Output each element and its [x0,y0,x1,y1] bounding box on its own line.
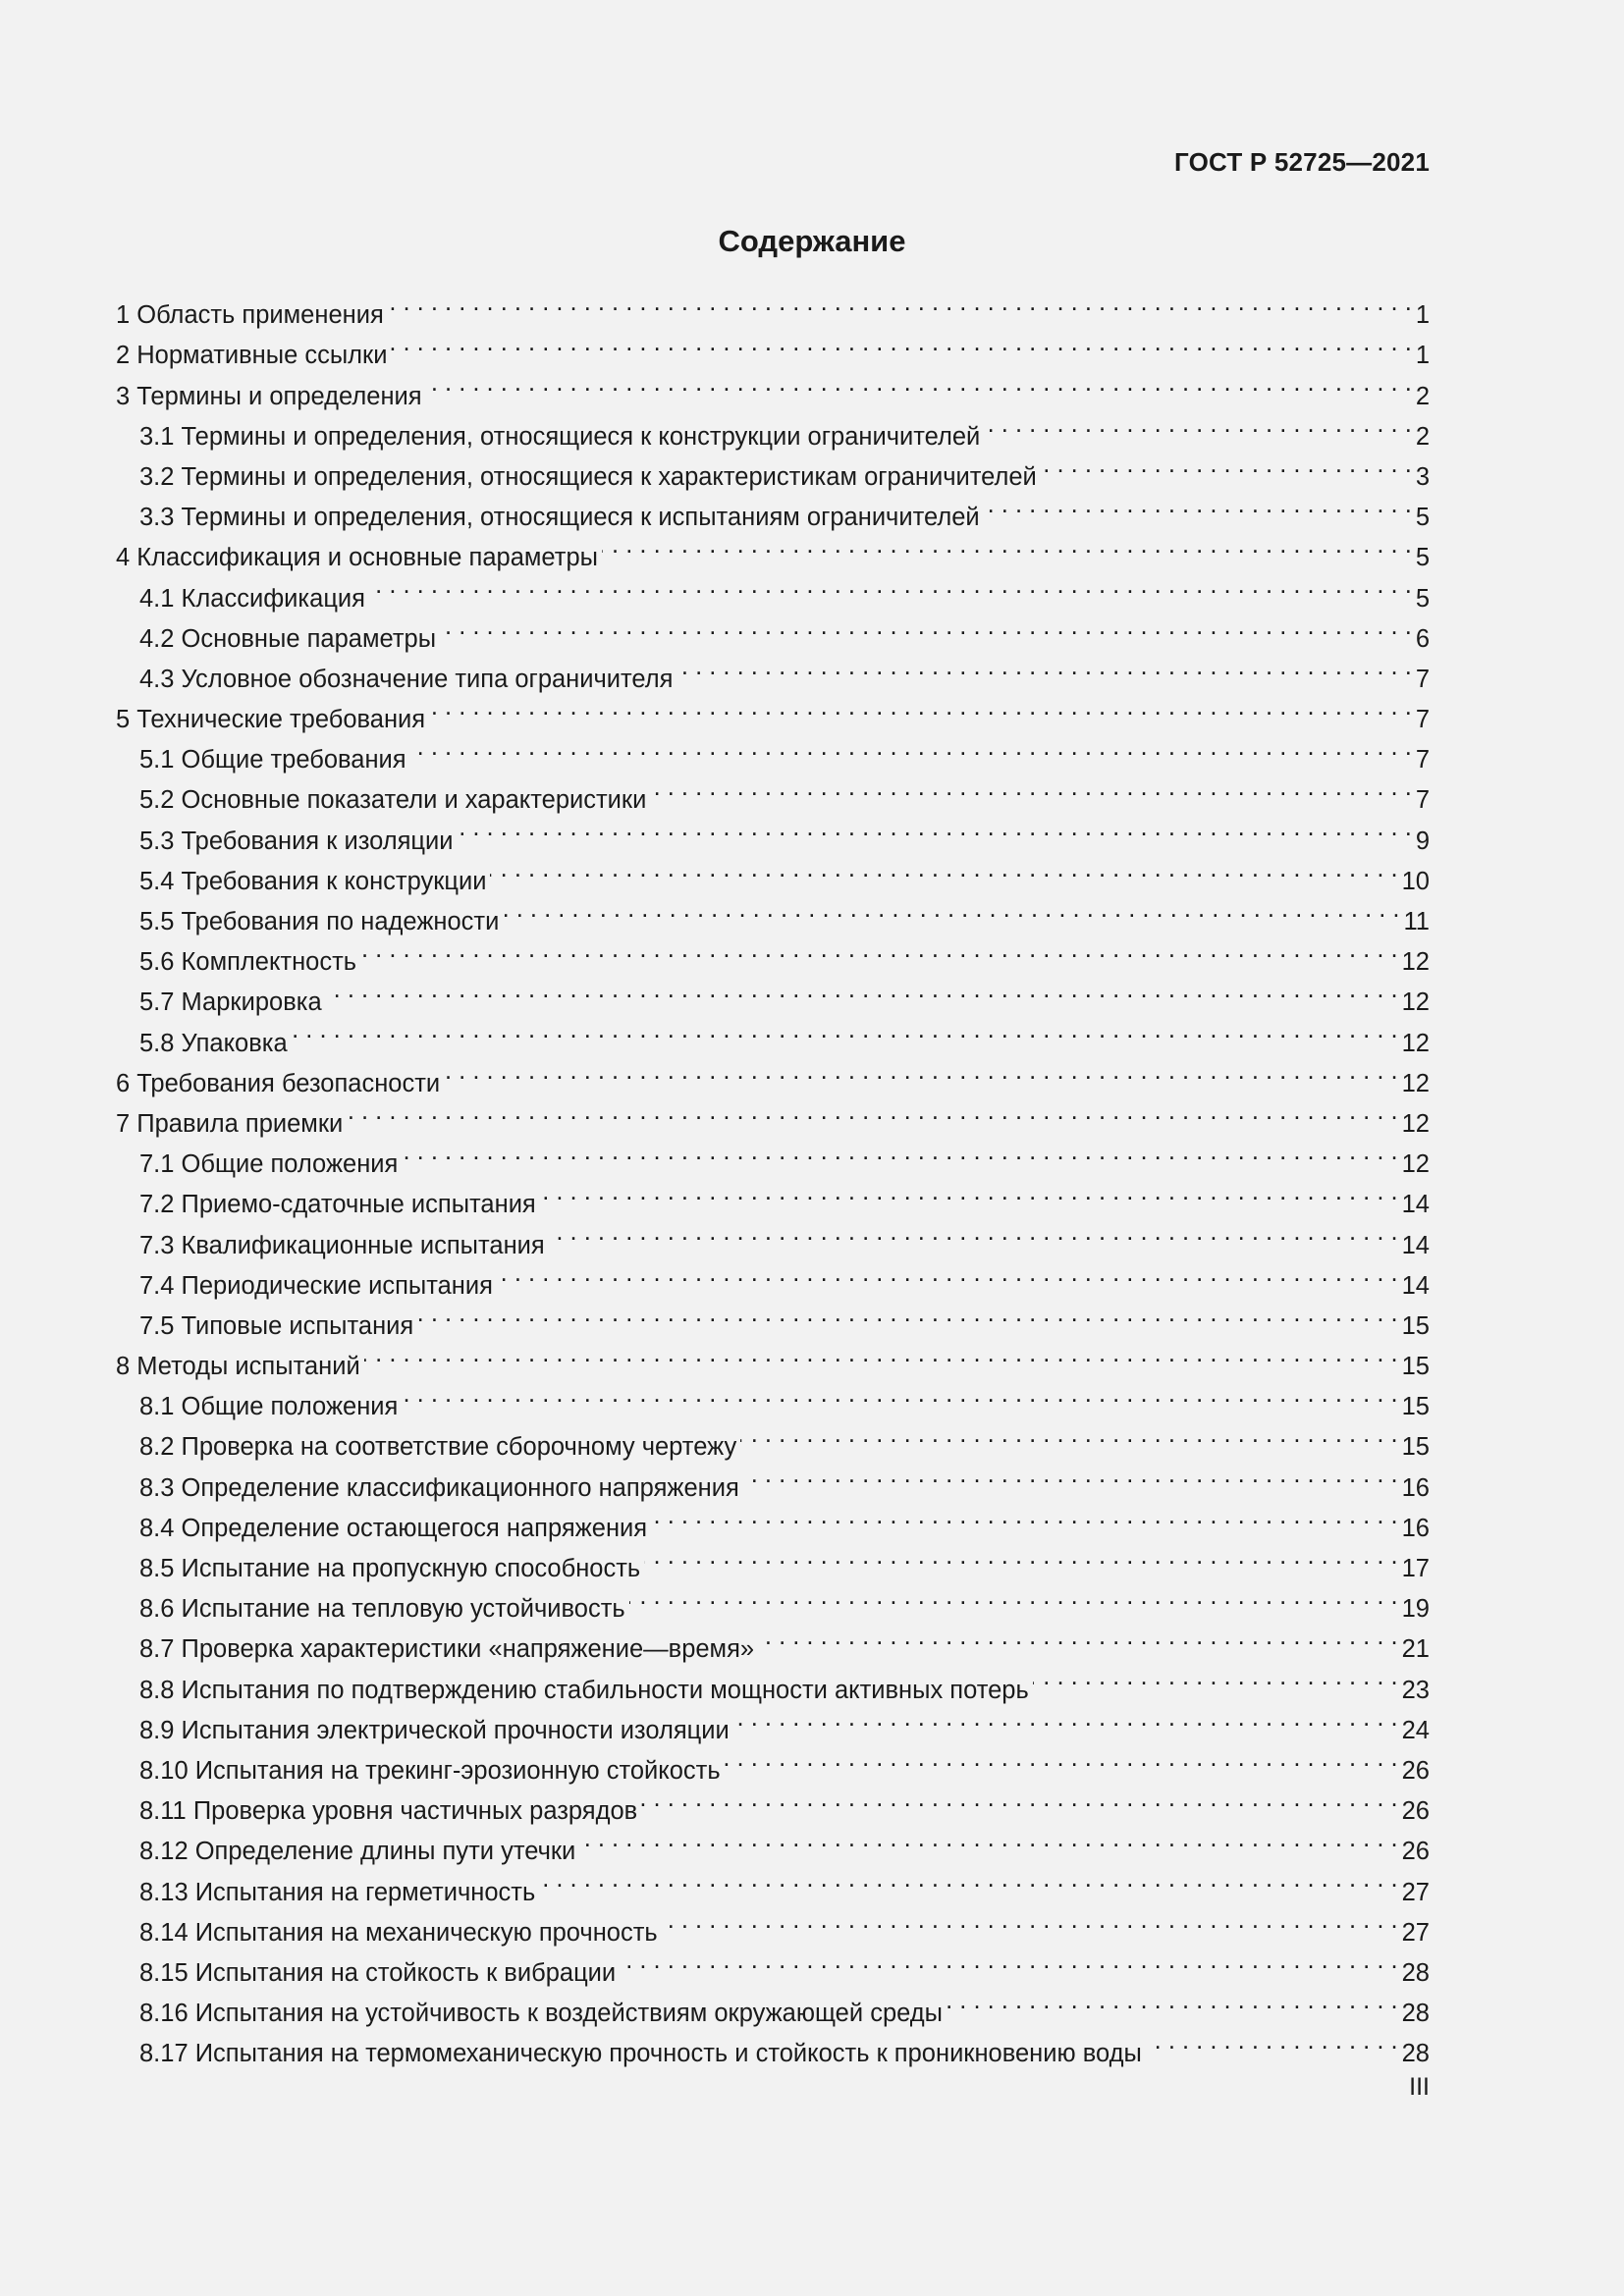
toc-entry-page: 26 [1401,1838,1430,1866]
toc-entry-title: 3.3 Термины и определения, относящиеся к испытаниям ограничителей [139,504,980,532]
dot-leader [984,485,1412,525]
toc-entry-page: 15 [1401,1433,1430,1462]
dot-leader [651,1496,1398,1536]
dot-leader [417,1294,1397,1334]
table-of-contents [116,283,1430,2068]
toc-entry-title: 3 Термины и определения [116,382,422,410]
dot-leader [458,808,1412,848]
toc-entry-title: 8 Методы испытаний [116,1353,360,1381]
toc-entry-page: 12 [1401,988,1430,1017]
toc-entry-page: 1 [1415,301,1430,330]
toc-entry-page: 6 [1415,624,1430,653]
toc-entry-title: 5.5 Требования по надежности [139,908,500,935]
dot-leader [758,1617,1398,1657]
toc-entry-title: 8.17 Испытания на термомеханическую прочность и стойкость к проникновению воды [139,2040,1142,2068]
dot-leader [641,1779,1397,1819]
toc-entry-title: 8.13 Испытания на герметичность [139,1878,536,1906]
toc-entry-page: 2 [1415,422,1430,451]
dot-leader [620,1941,1397,1981]
toc-entry-page: 7 [1415,665,1430,693]
dot-leader [733,1698,1398,1738]
toc-entry-title: 1 Область применения [116,301,384,330]
toc-entry-page: 2 [1415,382,1430,410]
toc-entry-page: 23 [1401,1676,1430,1704]
toc-entry-title: 8.14 Испытания на механическую прочность [139,1918,658,1947]
standard-code: ГОСТ Р 52725—2021 [1174,147,1430,177]
dot-leader [629,1576,1398,1617]
toc-entry-page: 28 [1401,1958,1430,1987]
toc-entry-title: 8.4 Определение остающегося напряжения [139,1514,648,1542]
toc-entry-title: 7 Правила приемки [116,1109,344,1138]
toc-entry-title: 8.3 Определение классификационного напряжения [139,1473,739,1502]
toc-entry-page: 5 [1415,504,1430,532]
toc-entry-page: 9 [1415,827,1430,855]
toc-entry-title: 8.16 Испытания на устойчивость к воздействиям окружающей среды [139,2000,943,2028]
dot-leader [360,930,1398,970]
toc-entry-page: 7 [1415,786,1430,815]
toc-entry-page: 15 [1401,1353,1430,1381]
dot-leader [1146,2021,1398,2061]
dot-leader [1033,1657,1398,1697]
toc-entry-page: 14 [1401,1231,1430,1259]
dot-leader [490,849,1397,889]
toc-entry-title: 8.11 Проверка уровня частичных разрядов [139,1797,638,1826]
toc-entry-title: 3.2 Термины и определения, относящиеся к характеристикам ограничителей [139,462,1037,491]
toc-entry-title: 5.6 Комплектность [139,948,357,977]
dot-leader [444,1051,1397,1092]
dot-leader [364,1334,1398,1374]
dot-leader [539,1859,1397,1899]
toc-entry-page: 15 [1401,1393,1430,1421]
page-title: Содержание [718,224,906,258]
toc-entry-title: 5 Технические требования [116,706,426,734]
toc-entry-title: 8.7 Проверка характеристики «напряжение—время» [139,1635,755,1664]
toc-entry-title: 7.4 Периодические испытания [139,1271,493,1300]
dot-leader [292,1010,1398,1050]
dot-leader [662,1900,1398,1941]
toc-entry-title: 2 Нормативные ссылки [116,342,388,370]
toc-entry-page: 26 [1401,1756,1430,1785]
toc-entry[interactable] [116,1051,1430,1097]
toc-entry-title: 8.5 Испытание на пропускную способность [139,1555,641,1582]
toc-entry-page: 14 [1401,1191,1430,1219]
toc-entry-title: 5.8 Упаковка [139,1029,288,1057]
toc-entry-page: 26 [1401,1797,1430,1826]
toc-entry-page: 10 [1401,867,1430,895]
dot-leader [579,1819,1397,1859]
toc-entry-page: 7 [1415,706,1430,734]
toc-entry-page: 28 [1401,2000,1430,2028]
toc-entry-title: 7.2 Приемо-сдаточные испытания [139,1191,536,1219]
toc-entry-title: 8.15 Испытания на стойкость к вибрации [139,1958,617,1987]
dot-leader [369,565,1412,606]
toc-entry-title: 8.10 Испытания на трекинг-эрозионную стойкость [139,1756,721,1785]
toc-entry-page: 3 [1415,462,1430,491]
toc-entry-title: 8.2 Проверка на соответствие сборочному чертежу [139,1433,737,1462]
toc-entry-title: 8.8 Испытания по подтверждению стабильности мощности активных потерь [139,1676,1029,1704]
toc-entry-title: 8.1 Общие положения [139,1393,399,1421]
toc-entry-page: 12 [1401,1069,1430,1097]
dot-leader [677,647,1411,687]
toc-entry-page: 12 [1401,1109,1430,1138]
dot-leader [1041,445,1412,485]
toc-entry-title: 5.3 Требования к изоляции [139,827,454,855]
toc-entry-title: 5.1 Общие требования [139,746,406,774]
toc-entry-page: 7 [1415,746,1430,774]
dot-leader [388,283,1412,323]
dot-leader [429,687,1412,727]
dot-leader [503,889,1399,930]
dot-leader [984,404,1412,445]
dot-leader [725,1738,1398,1779]
toc-entry-page: 12 [1401,1029,1430,1057]
toc-entry-title: 4.2 Основные параметры [139,624,437,653]
dot-leader [402,1374,1397,1415]
toc-entry-title: 7.3 Квалификационные испытания [139,1231,545,1259]
dot-leader [347,1092,1397,1132]
toc-entry-page: 12 [1401,1150,1430,1179]
toc-entry-page: 28 [1401,2040,1430,2068]
toc-entry-title: 8.12 Определение длины пути утечки [139,1838,576,1866]
dot-leader [549,1212,1398,1253]
toc-entry-title: 8.6 Испытание на тепловую устойчивость [139,1595,625,1624]
dot-leader [402,1132,1397,1172]
toc-entry-title: 5.2 Основные показатели и характеристики [139,786,647,815]
toc-entry-title: 6 Требования безопасности [116,1069,441,1097]
toc-entry-page: 27 [1401,1918,1430,1947]
toc-entry-page: 16 [1401,1473,1430,1502]
toc-entry-page: 14 [1401,1271,1430,1300]
dot-leader [740,1415,1397,1455]
dot-leader [644,1536,1397,1576]
dot-leader [743,1455,1398,1495]
toc-entry-page: 27 [1401,1878,1430,1906]
toc-entry-page: 17 [1401,1555,1430,1582]
dot-leader [602,525,1412,565]
toc-entry-page: 21 [1401,1635,1430,1664]
toc-entry[interactable] [116,1010,1430,1057]
toc-entry-page: 11 [1403,908,1430,935]
toc-entry-title: 7.1 Общие положения [139,1150,399,1179]
toc-entry-page: 5 [1415,544,1430,572]
toc-entry-page: 15 [1401,1311,1430,1340]
dot-leader [326,970,1398,1010]
toc-entry-title: 8.9 Испытания электрической прочности изоляции [139,1716,730,1744]
dot-leader [391,323,1411,363]
toc-entry-page: 1 [1415,342,1430,370]
dot-leader [650,768,1411,808]
toc-entry-page: 24 [1401,1716,1430,1744]
toc-entry-page: 5 [1415,584,1430,613]
toc-entry-title: 5.7 Маркировка [139,988,322,1017]
toc-entry-title: 7.5 Типовые испытания [139,1311,414,1340]
dot-leader [540,1172,1398,1212]
toc-entry-page: 19 [1401,1595,1430,1624]
dot-leader [947,1981,1398,2021]
dot-leader [426,363,1412,403]
dot-leader [440,607,1412,647]
toc-entry-title: 3.1 Термины и определения, относящиеся к конструкции ограничителей [139,422,981,451]
toc-entry-title: 4.1 Классификация [139,584,365,613]
page-number: III [1409,2073,1430,2101]
dot-leader [410,727,1412,768]
toc-entry-title: 4 Классификация и основные параметры [116,544,598,572]
dot-leader [497,1254,1398,1294]
toc-entry-title: 5.4 Требования к конструкции [139,867,487,895]
toc-entry[interactable] [116,283,1430,330]
toc-entry-page: 16 [1401,1514,1430,1542]
toc-entry-page: 12 [1401,948,1430,977]
toc-entry-title: 4.3 Условное обозначение типа ограничителя [139,665,674,693]
